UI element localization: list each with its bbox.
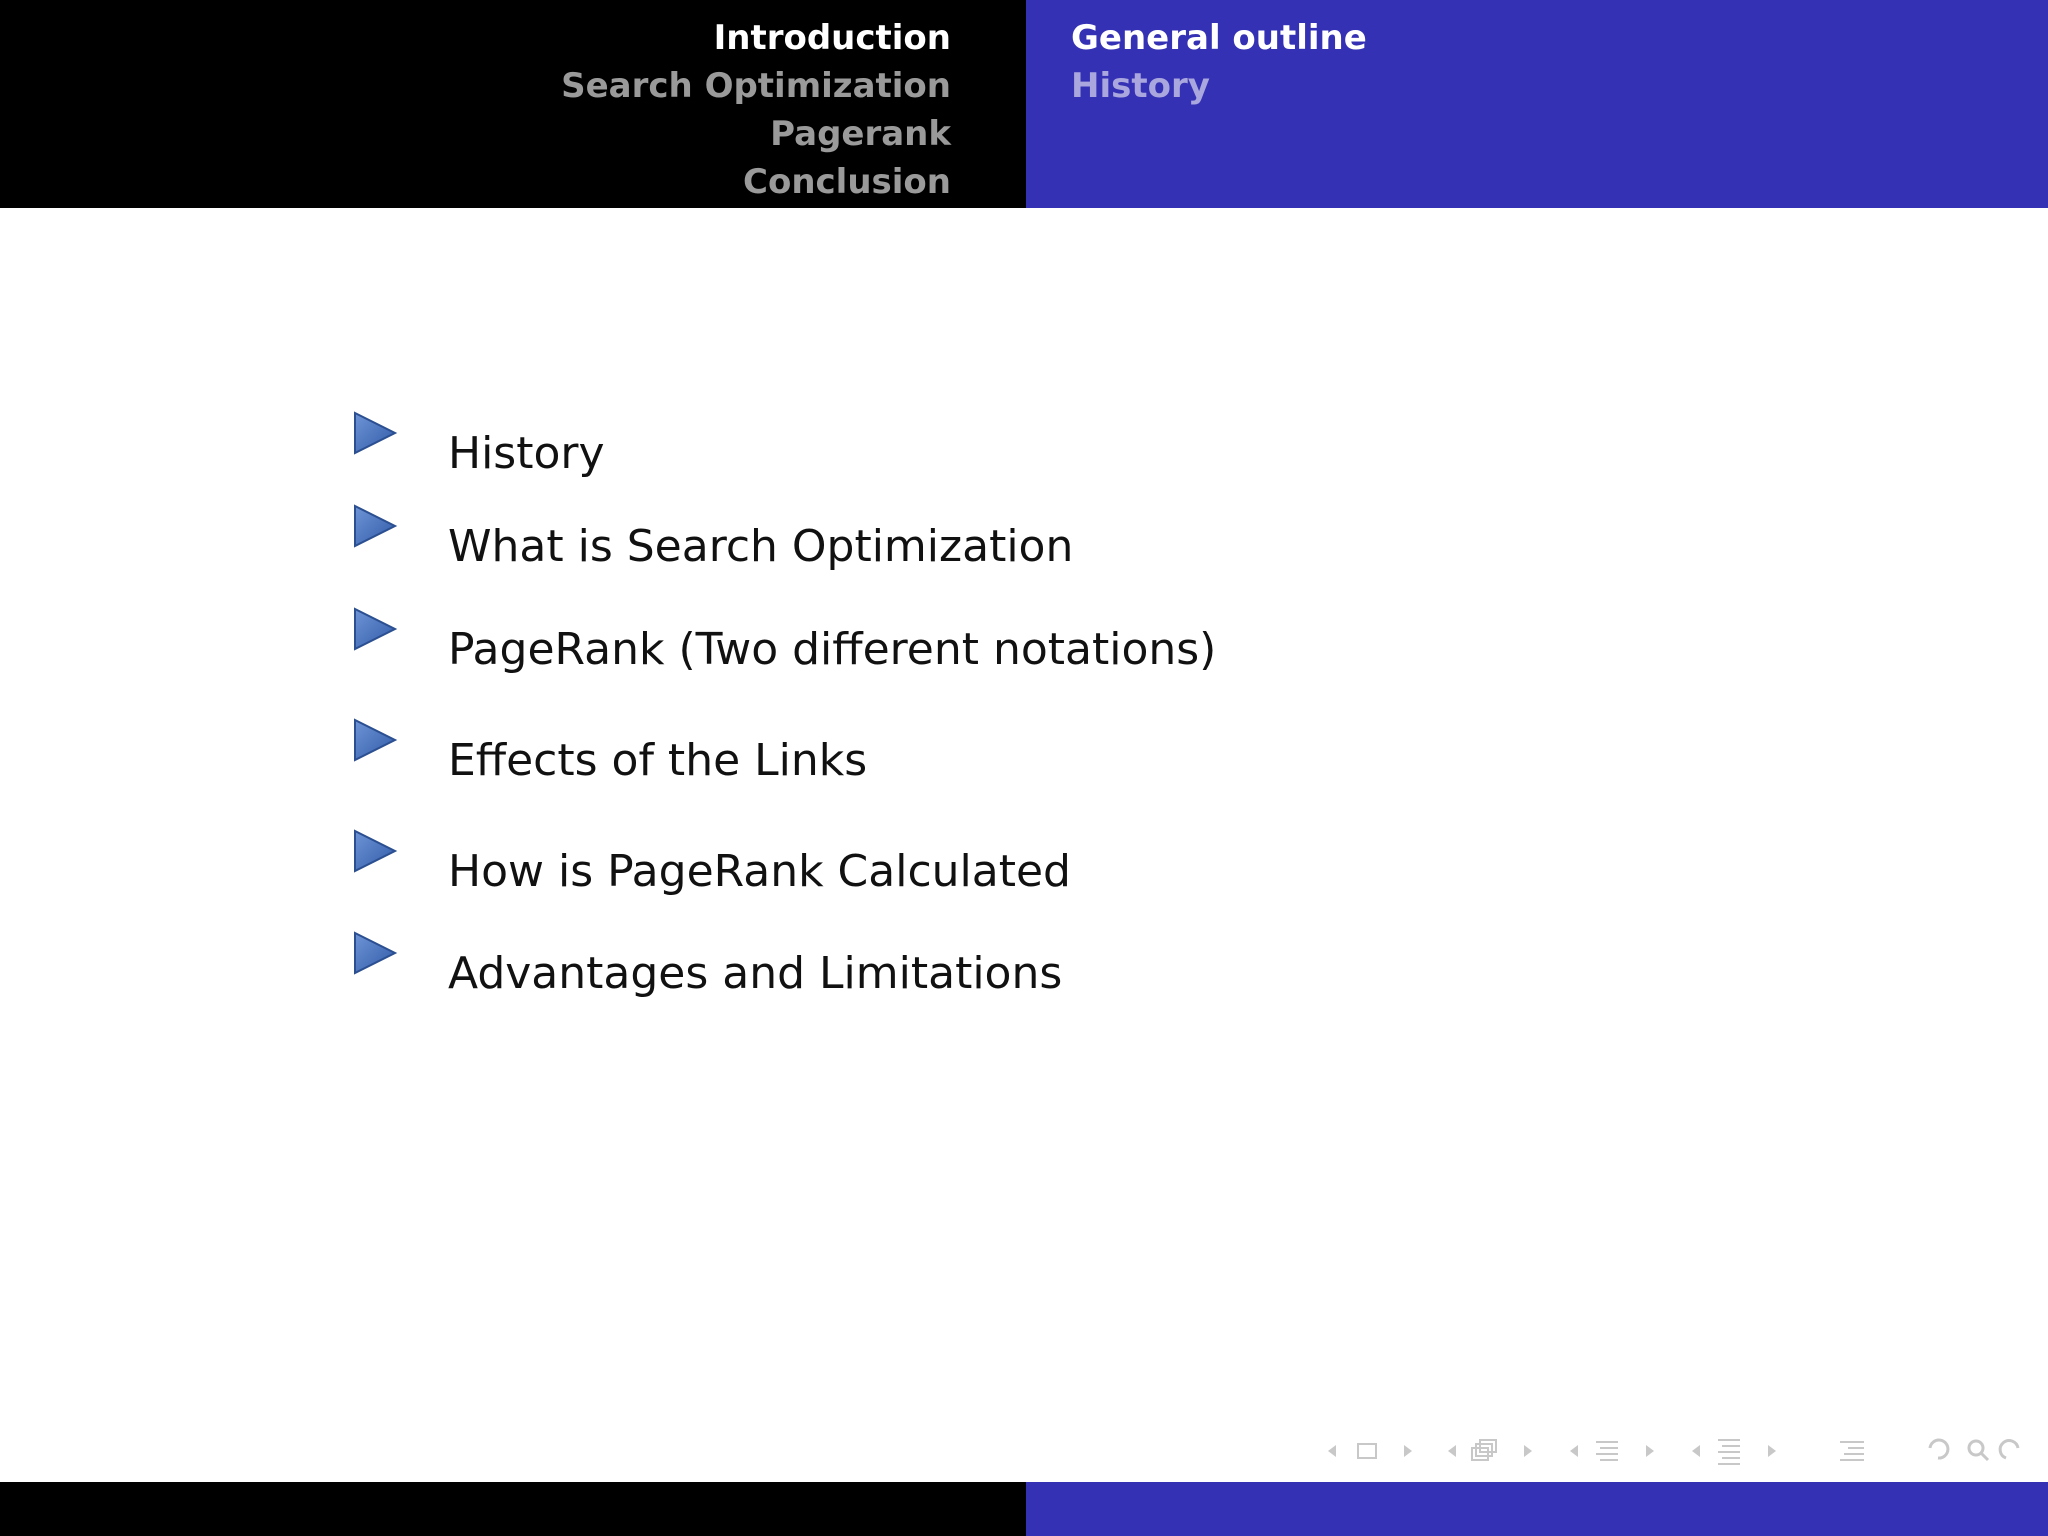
next-section-icon[interactable]: [1646, 1445, 1654, 1457]
triangle-bullet-icon: [352, 503, 398, 549]
subsection-icon[interactable]: [1472, 1440, 1496, 1460]
header-bar: [0, 0, 2048, 208]
nav-section-conclusion[interactable]: Conclusion: [743, 162, 951, 202]
section-list: [561, 14, 951, 206]
toc-icon[interactable]: [1840, 1442, 1864, 1460]
triangle-bullet-icon: [352, 717, 398, 763]
subsection-list: [1071, 14, 1367, 110]
undo-icon[interactable]: [1930, 1440, 1948, 1458]
prev-frame-icon[interactable]: [1328, 1445, 1336, 1457]
triangle-bullet-icon: [352, 930, 398, 976]
triangle-bullet-icon: [352, 606, 398, 652]
prev-section-icon[interactable]: [1570, 1445, 1578, 1457]
frame-icon[interactable]: [1358, 1444, 1376, 1458]
footer-left: [0, 1482, 1026, 1536]
nav-subsection-general-outline[interactable]: General outline: [1071, 18, 1367, 58]
outline-item-label: What is Search Optimization: [448, 521, 1074, 572]
outline-item-label: Advantages and Limitations: [448, 948, 1063, 999]
next-frame-icon[interactable]: [1404, 1445, 1412, 1457]
triangle-bullet-icon: [352, 410, 398, 456]
outline-item-label: How is PageRank Calculated: [448, 846, 1071, 897]
outline-item-label: History: [448, 428, 605, 479]
footer-bar: [0, 1482, 2048, 1536]
navigation-controls: [1318, 1436, 2032, 1466]
subsection-navigation: [1026, 0, 2048, 208]
nav-section-search-optimization[interactable]: Search Optimization: [561, 66, 951, 106]
prev-subsection-icon[interactable]: [1448, 1445, 1456, 1457]
nav-subsection-history[interactable]: History: [1071, 66, 1210, 106]
next-subsection-icon[interactable]: [1524, 1445, 1532, 1457]
search-icon[interactable]: [1969, 1441, 1988, 1460]
triangle-bullet-icon: [352, 828, 398, 874]
section-icon[interactable]: [1596, 1442, 1618, 1460]
nav-section-introduction[interactable]: Introduction: [713, 18, 951, 58]
outline-item-label: PageRank (Two different notations): [448, 624, 1217, 675]
outline-item-label: Effects of the Links: [448, 735, 868, 786]
part-icon[interactable]: [1718, 1440, 1740, 1464]
nav-section-pagerank[interactable]: Pagerank: [770, 114, 951, 154]
section-navigation: [0, 0, 1026, 208]
footer-right: [1026, 1482, 2048, 1536]
prev-part-icon[interactable]: [1692, 1445, 1700, 1457]
next-part-icon[interactable]: [1768, 1445, 1776, 1457]
redo-icon[interactable]: [2000, 1441, 2018, 1458]
